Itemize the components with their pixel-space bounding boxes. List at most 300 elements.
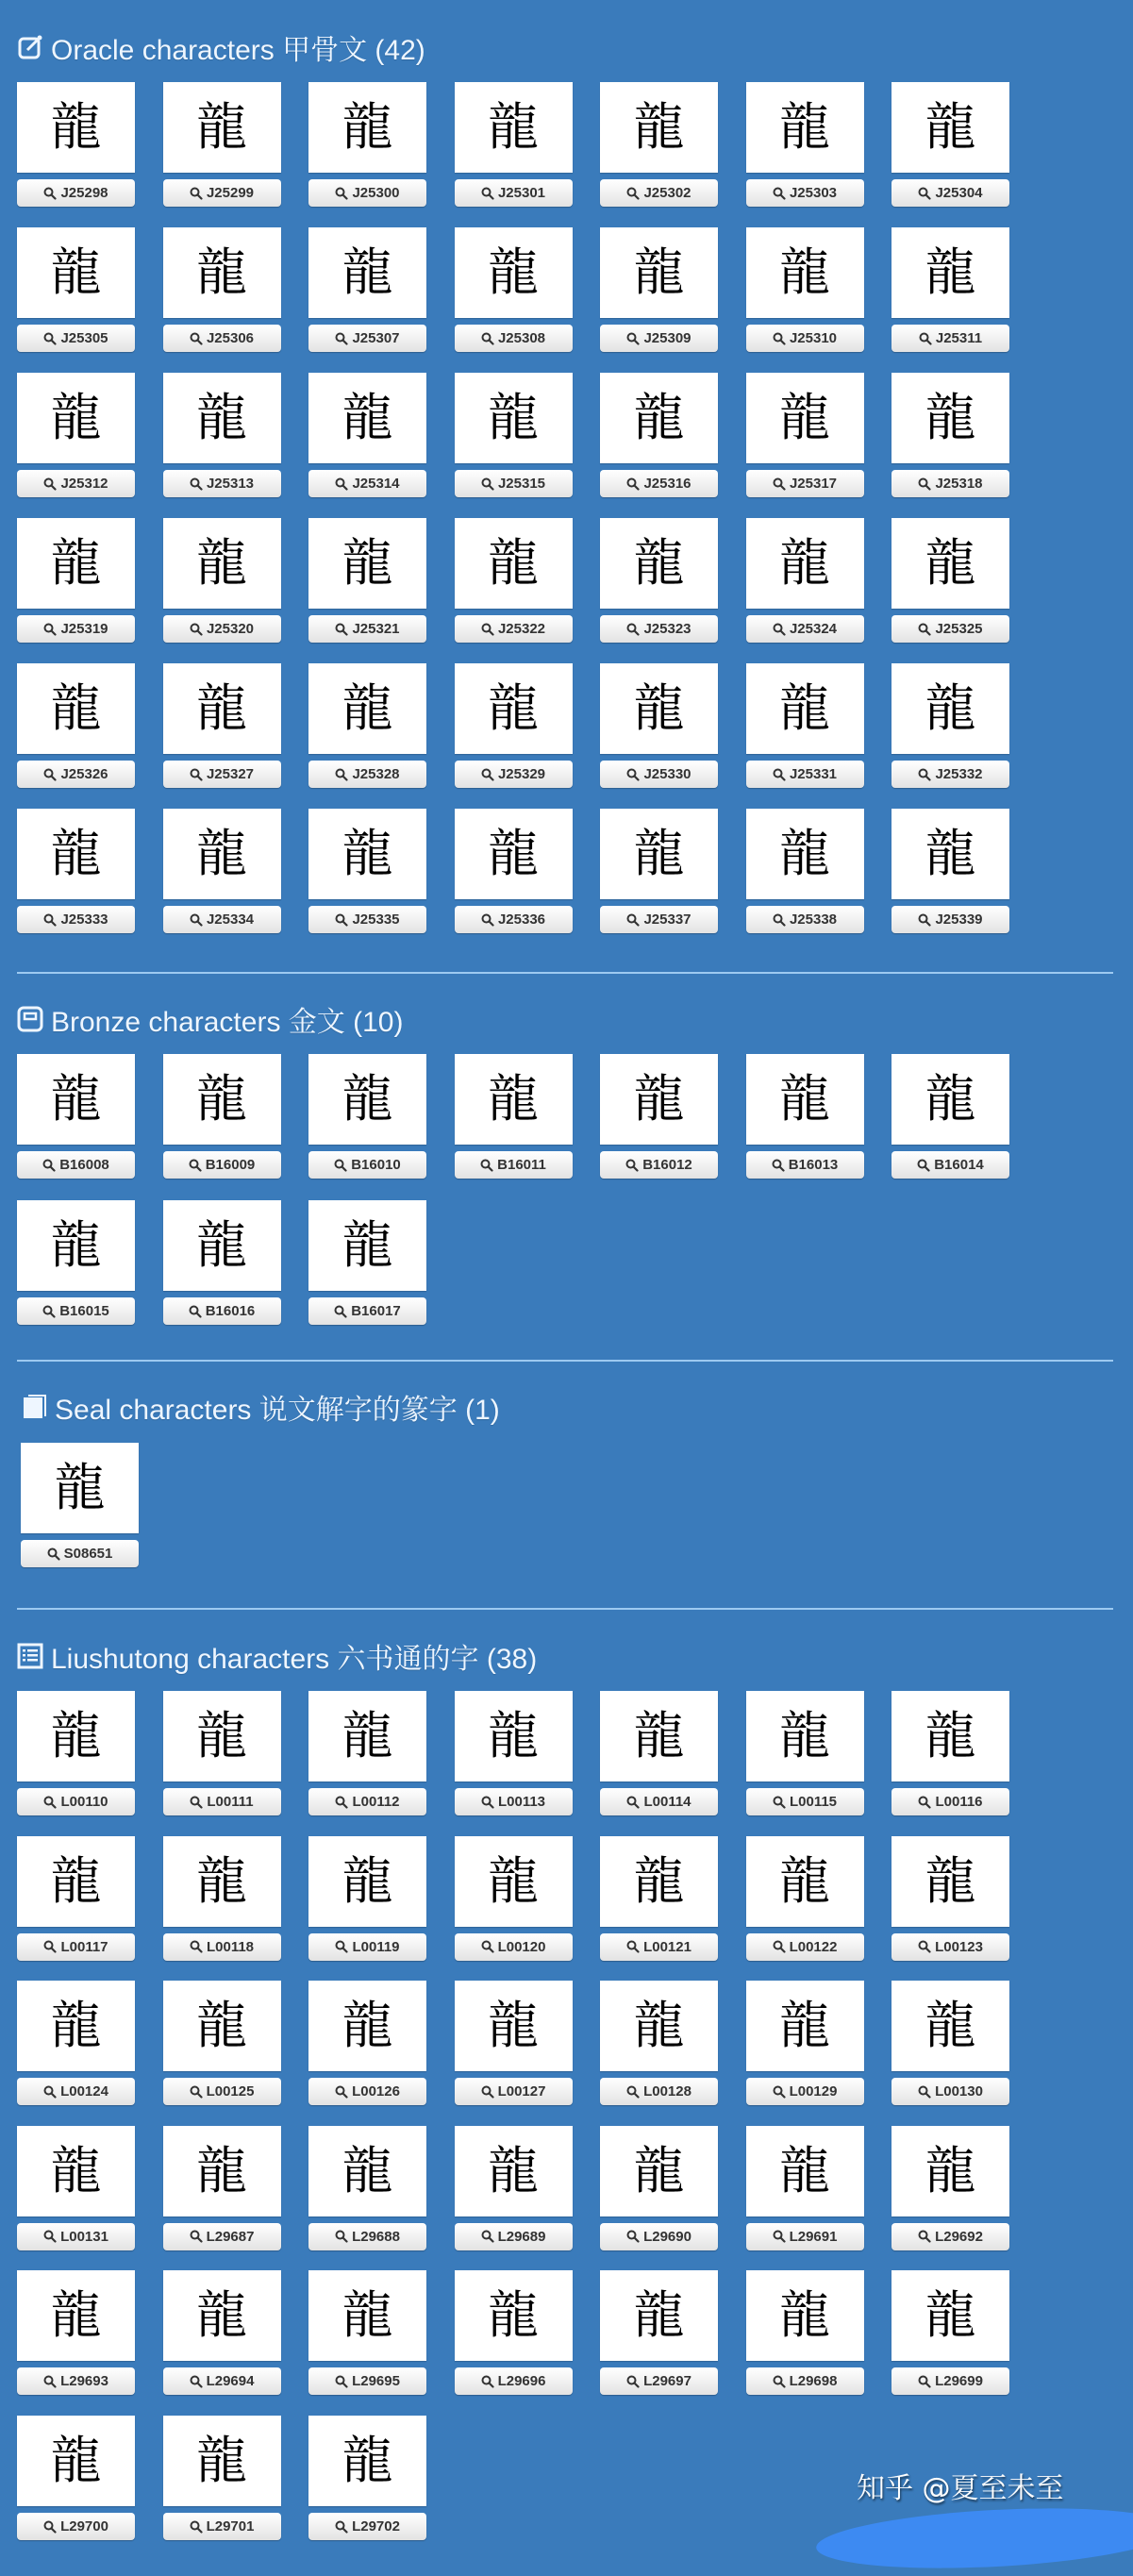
search-icon — [481, 477, 494, 491]
character-lookup-button[interactable] — [746, 179, 864, 207]
character-lookup-button[interactable] — [455, 2078, 573, 2105]
character-lookup-button[interactable] — [308, 2078, 426, 2105]
search-icon — [919, 332, 932, 345]
character-tile — [17, 373, 135, 497]
search-icon — [43, 768, 57, 781]
search-icon — [335, 332, 348, 345]
character-image[interactable]: 龍 — [455, 2126, 573, 2216]
character-image[interactable]: 龍 — [600, 373, 718, 463]
character-image[interactable]: 龍 — [746, 663, 864, 754]
character-tile — [455, 663, 573, 788]
character-image[interactable]: 龍 — [891, 2126, 1009, 2216]
character-id-label: L00117 — [60, 1938, 108, 1955]
character-image[interactable]: 龍 — [746, 2126, 864, 2216]
character-lookup-button[interactable] — [891, 615, 1009, 643]
character-lookup-button[interactable] — [17, 179, 135, 207]
character-image[interactable]: 龍 — [17, 1054, 135, 1145]
character-image[interactable]: 龍 — [746, 1691, 864, 1781]
character-lookup-button[interactable] — [746, 470, 864, 497]
character-tile — [600, 373, 718, 497]
character-lookup-button[interactable] — [17, 761, 135, 788]
character-image[interactable]: 龍 — [17, 2270, 135, 2361]
oracle-title-text: Oracle characters 甲骨文 (42) — [51, 35, 425, 66]
character-image[interactable]: 龍 — [891, 373, 1009, 463]
search-icon — [189, 1159, 202, 1172]
character-image[interactable]: 龍 — [455, 227, 573, 318]
character-image[interactable]: 龍 — [600, 2126, 718, 2216]
character-lookup-button[interactable] — [163, 761, 281, 788]
character-lookup-button[interactable] — [891, 470, 1009, 497]
character-image[interactable]: 龍 — [600, 663, 718, 754]
character-image[interactable]: 龍 — [17, 373, 135, 463]
character-image[interactable]: 龍 — [163, 82, 281, 173]
character-image[interactable]: 龍 — [600, 2270, 718, 2361]
character-lookup-button[interactable] — [891, 2367, 1009, 2395]
character-id-label: J25299 — [206, 185, 255, 201]
character-image[interactable]: 龍 — [163, 1836, 281, 1927]
character-image[interactable]: 龍 — [600, 1836, 718, 1927]
character-lookup-button[interactable] — [163, 906, 281, 933]
character-image[interactable]: 龍 — [455, 809, 573, 899]
search-icon — [42, 1159, 56, 1172]
character-lookup-button[interactable] — [308, 1933, 426, 1961]
character-image[interactable]: 龍 — [746, 227, 864, 318]
search-icon — [190, 623, 203, 636]
character-image[interactable]: 龍 — [600, 1054, 718, 1145]
search-icon — [626, 477, 640, 491]
character-lookup-button[interactable] — [455, 325, 573, 352]
character-image[interactable]: 龍 — [163, 663, 281, 754]
character-tile — [163, 82, 281, 207]
character-image[interactable]: 龍 — [308, 2270, 426, 2361]
character-lookup-button[interactable] — [163, 325, 281, 352]
character-lookup-button[interactable] — [17, 2513, 135, 2540]
character-image[interactable]: 龍 — [17, 1200, 135, 1291]
character-lookup-button[interactable] — [17, 1933, 135, 1961]
character-lookup-button[interactable] — [163, 615, 281, 643]
character-lookup-button[interactable] — [455, 761, 573, 788]
character-lookup-button[interactable] — [746, 1151, 864, 1179]
character-image[interactable]: 龍 — [163, 1691, 281, 1781]
character-lookup-button[interactable] — [891, 1933, 1009, 1961]
character-tile — [746, 1054, 864, 1179]
character-lookup-button[interactable] — [746, 2223, 864, 2250]
character-image[interactable]: 龍 — [746, 1836, 864, 1927]
seal-title-text: Seal characters 说文解字的篆字 (1) — [55, 1395, 500, 1426]
character-image[interactable]: 龍 — [600, 1691, 718, 1781]
search-icon — [626, 768, 640, 781]
character-tile — [308, 373, 426, 497]
character-tile — [746, 1981, 864, 2105]
character-image[interactable]: 龍 — [163, 2126, 281, 2216]
character-lookup-button[interactable] — [746, 1933, 864, 1961]
character-id-label: L29698 — [789, 2373, 838, 2390]
character-lookup-button[interactable] — [17, 325, 135, 352]
character-image[interactable]: 龍 — [308, 82, 426, 173]
character-tile — [600, 809, 718, 933]
character-lookup-button[interactable] — [746, 1788, 864, 1815]
character-image[interactable]: 龍 — [17, 227, 135, 318]
search-icon — [772, 1159, 785, 1172]
character-lookup-button[interactable] — [308, 906, 426, 933]
character-image[interactable]: 龍 — [891, 663, 1009, 754]
character-lookup-button[interactable] — [308, 2513, 426, 2540]
character-image[interactable]: 龍 — [163, 2416, 281, 2506]
character-image[interactable]: 龍 — [17, 809, 135, 899]
window-icon — [17, 1006, 43, 1032]
decorative-highlight — [815, 2501, 1133, 2576]
character-image[interactable]: 龍 — [17, 2126, 135, 2216]
character-id-label: J25315 — [497, 476, 546, 492]
character-lookup-button[interactable] — [17, 1151, 135, 1179]
character-lookup-button[interactable] — [17, 2367, 135, 2395]
character-tile — [163, 809, 281, 933]
character-image[interactable]: 龍 — [17, 1981, 135, 2071]
character-image[interactable]: 龍 — [308, 518, 426, 609]
list-icon — [17, 1643, 43, 1669]
character-lookup-button[interactable] — [163, 1788, 281, 1815]
character-id-label: J25339 — [935, 912, 983, 928]
search-icon — [773, 2230, 786, 2243]
character-tile — [891, 1981, 1009, 2105]
character-image[interactable]: 龍 — [891, 82, 1009, 173]
character-lookup-button[interactable] — [163, 2223, 281, 2250]
character-id-label: J25334 — [206, 912, 255, 928]
search-icon — [335, 2230, 348, 2243]
character-lookup-button[interactable] — [600, 2223, 718, 2250]
character-image[interactable]: 龍 — [891, 1054, 1009, 1145]
character-lookup-button[interactable] — [600, 906, 718, 933]
character-lookup-button[interactable] — [746, 325, 864, 352]
character-tile — [600, 2126, 718, 2250]
character-lookup-button[interactable] — [17, 2078, 135, 2105]
character-id-label: L29700 — [60, 2518, 108, 2534]
character-tile — [891, 227, 1009, 352]
character-tile — [600, 2270, 718, 2395]
search-icon — [481, 913, 494, 927]
character-id-label: J25301 — [497, 185, 546, 201]
character-tile — [163, 518, 281, 643]
character-lookup-button[interactable] — [891, 761, 1009, 788]
character-lookup-button[interactable] — [746, 906, 864, 933]
character-lookup-button[interactable] — [308, 1788, 426, 1815]
character-image[interactable]: 龍 — [17, 1836, 135, 1927]
character-id-label: J25328 — [352, 766, 400, 782]
search-icon — [918, 1796, 931, 1809]
character-lookup-button[interactable] — [455, 1151, 573, 1179]
character-image[interactable]: 龍 — [163, 2270, 281, 2361]
character-lookup-button[interactable] — [308, 179, 426, 207]
character-image[interactable]: 龍 — [891, 227, 1009, 318]
character-id-label: J25307 — [352, 330, 400, 346]
character-tile — [600, 1981, 718, 2105]
character-tile — [455, 227, 573, 352]
character-lookup-button[interactable] — [891, 2223, 1009, 2250]
character-image[interactable]: 龍 — [308, 1836, 426, 1927]
character-lookup-button[interactable] — [891, 179, 1009, 207]
character-image[interactable]: 龍 — [891, 1691, 1009, 1781]
character-lookup-button[interactable] — [163, 2513, 281, 2540]
character-image[interactable]: 龍 — [17, 2416, 135, 2506]
character-tile — [746, 373, 864, 497]
character-tile — [455, 2270, 573, 2395]
character-lookup-button[interactable] — [163, 2078, 281, 2105]
character-tile — [17, 82, 135, 207]
character-lookup-button[interactable] — [600, 2078, 718, 2105]
search-icon — [773, 1796, 786, 1809]
character-tile — [891, 82, 1009, 207]
character-image[interactable]: 龍 — [455, 1054, 573, 1145]
character-lookup-button[interactable] — [600, 179, 718, 207]
character-lookup-button[interactable] — [600, 325, 718, 352]
character-image[interactable]: 龍 — [746, 1054, 864, 1145]
search-icon — [47, 1547, 60, 1561]
search-icon — [190, 187, 203, 200]
character-lookup-button[interactable] — [455, 1788, 573, 1815]
character-lookup-button[interactable] — [17, 906, 135, 933]
character-image[interactable]: 龍 — [455, 1691, 573, 1781]
character-image[interactable]: 龍 — [891, 809, 1009, 899]
character-image[interactable]: 龍 — [163, 1054, 281, 1145]
character-tile — [746, 809, 864, 933]
character-image[interactable]: 龍 — [308, 1981, 426, 2071]
character-tile — [600, 1691, 718, 1815]
character-id-label: L00114 — [643, 1794, 691, 1810]
character-lookup-button[interactable] — [455, 2223, 573, 2250]
character-lookup-button[interactable] — [308, 615, 426, 643]
character-image[interactable]: 龍 — [17, 82, 135, 173]
character-lookup-button[interactable] — [455, 2367, 573, 2395]
character-image[interactable]: 龍 — [600, 82, 718, 173]
character-id-label: J25306 — [206, 330, 255, 346]
character-image[interactable]: 龍 — [163, 809, 281, 899]
character-tile — [455, 1691, 573, 1815]
character-id-label: L00112 — [352, 1794, 400, 1810]
character-lookup-button[interactable] — [891, 1151, 1009, 1179]
character-lookup-button[interactable] — [308, 325, 426, 352]
character-lookup-button[interactable] — [21, 1540, 139, 1567]
character-lookup-button[interactable] — [308, 761, 426, 788]
character-lookup-button[interactable] — [600, 2367, 718, 2395]
character-lookup-button[interactable] — [600, 615, 718, 643]
character-lookup-button[interactable] — [600, 761, 718, 788]
character-image[interactable]: 龍 — [308, 1200, 426, 1291]
character-tile — [455, 1836, 573, 1961]
character-image[interactable]: 龍 — [308, 1691, 426, 1781]
character-image[interactable]: 龍 — [455, 373, 573, 463]
search-icon — [335, 2375, 348, 2388]
character-id-label: L29688 — [352, 2228, 400, 2245]
character-id-label: L29689 — [497, 2228, 546, 2245]
character-lookup-button[interactable] — [891, 1788, 1009, 1815]
character-lookup-button[interactable] — [163, 179, 281, 207]
character-image[interactable]: 龍 — [163, 227, 281, 318]
character-image[interactable]: 龍 — [600, 1981, 718, 2071]
character-image[interactable]: 龍 — [163, 1981, 281, 2071]
character-image[interactable]: 龍 — [17, 1691, 135, 1781]
character-id-label: B16010 — [351, 1157, 401, 1173]
character-lookup-button[interactable] — [891, 325, 1009, 352]
character-image[interactable]: 龍 — [308, 2416, 426, 2506]
character-lookup-button[interactable] — [746, 761, 864, 788]
character-lookup-button[interactable] — [163, 1933, 281, 1961]
character-lookup-button[interactable] — [163, 1151, 281, 1179]
search-icon — [918, 768, 931, 781]
character-tile — [455, 2126, 573, 2250]
character-image[interactable]: 龍 — [455, 518, 573, 609]
character-lookup-button[interactable] — [746, 2367, 864, 2395]
character-image[interactable]: 龍 — [746, 809, 864, 899]
character-lookup-button[interactable] — [746, 2078, 864, 2105]
character-tile — [455, 82, 573, 207]
character-lookup-button[interactable] — [455, 1933, 573, 1961]
search-icon — [481, 1940, 494, 1953]
search-icon — [773, 768, 786, 781]
character-id-label: J25298 — [60, 185, 108, 201]
character-id-label: L29699 — [935, 2373, 983, 2390]
character-id-label: L00119 — [352, 1938, 400, 1955]
character-lookup-button[interactable] — [308, 1297, 426, 1325]
character-tile — [17, 227, 135, 352]
character-id-label: B16011 — [497, 1157, 546, 1173]
character-tile — [163, 2416, 281, 2540]
character-tile — [600, 518, 718, 643]
character-tile — [308, 518, 426, 643]
character-lookup-button[interactable] — [17, 615, 135, 643]
search-icon — [43, 332, 57, 345]
character-image[interactable]: 龍 — [746, 373, 864, 463]
search-icon — [190, 1796, 203, 1809]
character-id-label: J25332 — [935, 766, 983, 782]
character-image[interactable]: 龍 — [746, 1981, 864, 2071]
section-divider — [17, 1360, 1113, 1362]
edit-icon — [17, 34, 43, 60]
character-lookup-button[interactable] — [891, 906, 1009, 933]
character-image[interactable]: 龍 — [17, 663, 135, 754]
character-lookup-button[interactable] — [600, 1151, 718, 1179]
character-tile — [746, 2126, 864, 2250]
character-id-label: J25335 — [352, 912, 400, 928]
character-image[interactable]: 龍 — [308, 809, 426, 899]
character-tile — [163, 2126, 281, 2250]
character-image[interactable]: 龍 — [891, 2270, 1009, 2361]
character-id-label: L29695 — [352, 2373, 400, 2390]
character-tile — [17, 1691, 135, 1815]
character-image[interactable]: 龍 — [163, 373, 281, 463]
character-image[interactable]: 龍 — [891, 1981, 1009, 2071]
character-id-label: J25327 — [206, 766, 255, 782]
character-image[interactable]: 龍 — [600, 518, 718, 609]
character-lookup-button[interactable] — [17, 2223, 135, 2250]
character-image[interactable]: 龍 — [600, 809, 718, 899]
search-icon — [480, 1159, 493, 1172]
character-lookup-button[interactable] — [600, 470, 718, 497]
character-lookup-button[interactable] — [163, 470, 281, 497]
search-icon — [190, 768, 203, 781]
search-icon — [335, 2520, 348, 2534]
character-lookup-button[interactable] — [17, 470, 135, 497]
character-tile — [600, 227, 718, 352]
section-title-seal — [21, 1388, 500, 1426]
character-image[interactable]: 龍 — [600, 227, 718, 318]
search-icon — [773, 187, 786, 200]
character-lookup-button[interactable] — [308, 470, 426, 497]
character-tile — [891, 1054, 1009, 1179]
character-image[interactable]: 龍 — [308, 373, 426, 463]
character-lookup-button[interactable] — [17, 1788, 135, 1815]
character-id-label: J25305 — [60, 330, 108, 346]
character-image[interactable]: 龍 — [455, 1981, 573, 2071]
character-lookup-button[interactable] — [455, 615, 573, 643]
character-lookup-button[interactable] — [308, 1151, 426, 1179]
character-tile — [891, 2126, 1009, 2250]
character-lookup-button[interactable] — [455, 906, 573, 933]
search-icon — [918, 2230, 931, 2243]
character-image[interactable]: 龍 — [891, 1836, 1009, 1927]
character-lookup-button[interactable] — [308, 2223, 426, 2250]
character-lookup-button[interactable] — [455, 179, 573, 207]
character-image[interactable]: 龍 — [455, 82, 573, 173]
character-tile — [746, 227, 864, 352]
character-image[interactable]: 龍 — [746, 2270, 864, 2361]
character-image[interactable]: 龍 — [308, 663, 426, 754]
character-id-label: J25304 — [935, 185, 983, 201]
search-icon — [773, 623, 786, 636]
character-image[interactable]: 龍 — [455, 2270, 573, 2361]
search-icon — [335, 477, 348, 491]
character-image[interactable]: 龍 — [17, 518, 135, 609]
character-tile — [21, 1443, 139, 1567]
character-image[interactable]: 龍 — [746, 518, 864, 609]
character-id-label: L00122 — [789, 1938, 838, 1955]
character-image[interactable]: 龍 — [308, 227, 426, 318]
character-id-label: L00120 — [497, 1938, 546, 1955]
character-image[interactable]: 龍 — [308, 2126, 426, 2216]
character-image[interactable]: 龍 — [455, 663, 573, 754]
search-icon — [918, 187, 931, 200]
character-id-label: J25308 — [497, 330, 546, 346]
character-id-label: J25326 — [60, 766, 108, 782]
character-lookup-button[interactable] — [891, 2078, 1009, 2105]
character-tile — [746, 1691, 864, 1815]
character-tile — [455, 373, 573, 497]
character-tile — [163, 1054, 281, 1179]
character-lookup-button[interactable] — [163, 1297, 281, 1325]
character-image[interactable]: 龍 — [891, 518, 1009, 609]
character-lookup-button[interactable] — [600, 1788, 718, 1815]
character-lookup-button[interactable] — [308, 2367, 426, 2395]
character-lookup-button[interactable] — [455, 470, 573, 497]
character-id-label: S08651 — [63, 1546, 113, 1562]
character-lookup-button[interactable] — [600, 1933, 718, 1961]
character-lookup-button[interactable] — [746, 615, 864, 643]
character-image[interactable]: 龍 — [163, 518, 281, 609]
character-image[interactable]: 龍 — [746, 82, 864, 173]
character-image[interactable]: 龍 — [308, 1054, 426, 1145]
character-lookup-button[interactable] — [17, 1297, 135, 1325]
character-tile — [308, 82, 426, 207]
character-image[interactable]: 龍 — [455, 1836, 573, 1927]
character-image[interactable]: 龍 — [163, 1200, 281, 1291]
search-icon — [481, 768, 494, 781]
character-id-label: L00124 — [60, 2083, 108, 2100]
character-id-label: J25313 — [206, 476, 255, 492]
character-lookup-button[interactable] — [163, 2367, 281, 2395]
character-tile — [17, 2126, 135, 2250]
character-tile — [891, 663, 1009, 788]
character-image[interactable]: 龍 — [21, 1443, 139, 1533]
character-id-label: L29696 — [497, 2373, 546, 2390]
